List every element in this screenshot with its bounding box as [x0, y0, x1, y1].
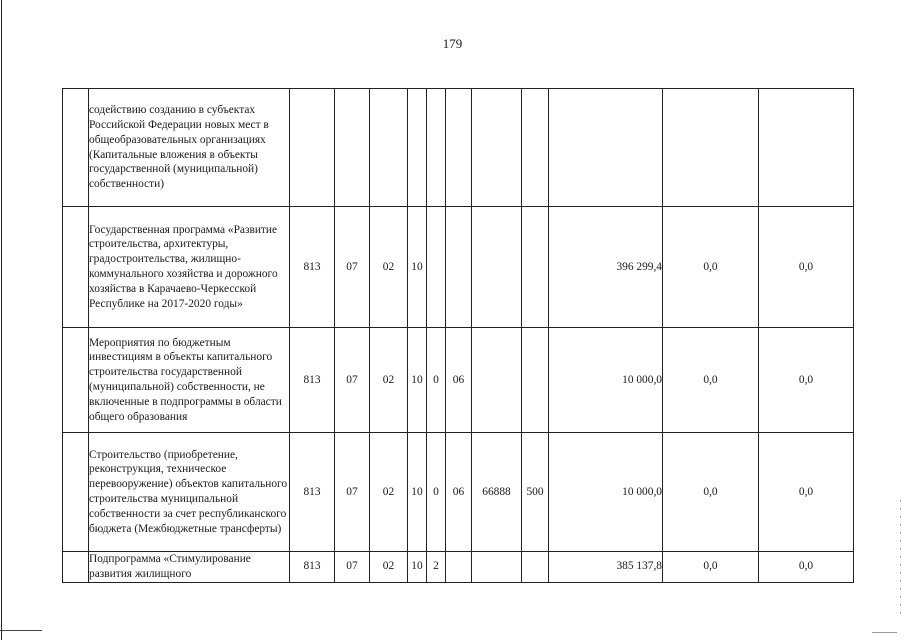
section-code: 07 [335, 207, 370, 328]
scan-bottom-dash [872, 632, 897, 633]
amount-year-3: 0,0 [759, 552, 854, 583]
subprogram-code: 0 [427, 328, 446, 433]
amount-current-year: 396 299,4 [549, 207, 663, 328]
expense-type-code [522, 552, 549, 583]
direction-code [472, 207, 522, 328]
section-code: 07 [335, 552, 370, 583]
event-code: 06 [446, 328, 472, 433]
row-name: Строительство (приобретение, реконструкция, техническое перевооружение) объектов капитального строительства муниципальной собственности за счет республиканского бюджета (Межбюджетные трансферты) [89, 433, 290, 552]
scan-bottom-line [0, 630, 42, 631]
row-name: содействию созданию в субъектах Российской Федерации новых мест в общеобразовательных организациях (Капитальные вложения в объекты государственной (муниципальной) собственности) [89, 89, 290, 207]
expense-type-code [522, 207, 549, 328]
subprogram-code [427, 207, 446, 328]
expense-type-code [522, 89, 549, 207]
table-row [63, 89, 854, 207]
direction-code: 66888 [472, 433, 522, 552]
event-code [446, 552, 472, 583]
page-left-border [1, 0, 2, 640]
amount-year-2 [663, 89, 759, 207]
direction-code [472, 89, 522, 207]
expense-type-code [522, 328, 549, 433]
subsection-code: 02 [370, 207, 408, 328]
direction-code [472, 552, 522, 583]
amount-current-year: 10 000,0 [549, 328, 663, 433]
section-code [335, 89, 370, 207]
amount-year-2: 0,0 [663, 207, 759, 328]
ved-code: 813 [290, 207, 335, 328]
ved-code: 813 [290, 433, 335, 552]
section-code: 07 [335, 433, 370, 552]
table-cell-blank [63, 433, 89, 552]
ved-code [290, 89, 335, 207]
table-row [63, 328, 854, 433]
subsection-code: 02 [370, 552, 408, 583]
amount-year-2: 0,0 [663, 552, 759, 583]
amount-current-year [549, 89, 663, 207]
table-cell-blank [63, 89, 89, 207]
program-code: 10 [408, 328, 427, 433]
program-code: 10 [408, 207, 427, 328]
subsection-code: 02 [370, 328, 408, 433]
event-code [446, 89, 472, 207]
table-cell-blank [63, 207, 89, 328]
table-row [63, 433, 854, 552]
row-name: Мероприятия по бюджетным инвестициям в объекты капитального строительства государственной (муниципальной) собственности, не включенные в подпрограммы в области общего образования [89, 328, 290, 433]
budget-table [62, 88, 854, 583]
amount-year-3 [759, 89, 854, 207]
amount-current-year: 385 137,8 [549, 552, 663, 583]
table-row [63, 207, 854, 328]
row-name: Государственная программа «Развитие строительства, архитектуры, градостроительства, жилищно-коммунального хозяйства и дорожного хозяйства в Карачаево-Черкесской Республике на 2017-2020 годы» [89, 207, 290, 328]
section-code: 07 [335, 328, 370, 433]
program-code: 10 [408, 552, 427, 583]
page-number: 179 [442, 36, 463, 51]
subprogram-code: 0 [427, 433, 446, 552]
ved-code: 813 [290, 552, 335, 583]
ved-code: 813 [290, 328, 335, 433]
amount-year-2: 0,0 [663, 433, 759, 552]
amount-year-3: 0,0 [759, 433, 854, 552]
amount-year-3: 0,0 [759, 207, 854, 328]
subsection-code: 02 [370, 433, 408, 552]
table-cell-blank [63, 552, 89, 583]
expense-type-code: 500 [522, 433, 549, 552]
row-name: Подпрограмма «Стимулирование развития жилищного [89, 552, 290, 583]
table-row [63, 552, 854, 583]
subsection-code [370, 89, 408, 207]
table-cell-blank [63, 328, 89, 433]
amount-year-3: 0,0 [759, 328, 854, 433]
subprogram-code [427, 89, 446, 207]
program-code: 10 [408, 433, 427, 552]
event-code: 06 [446, 433, 472, 552]
program-code [408, 89, 427, 207]
event-code [446, 207, 472, 328]
direction-code [472, 328, 522, 433]
amount-year-2: 0,0 [663, 328, 759, 433]
amount-current-year: 10 000,0 [549, 433, 663, 552]
scan-edge-dots [900, 500, 901, 620]
subprogram-code: 2 [427, 552, 446, 583]
